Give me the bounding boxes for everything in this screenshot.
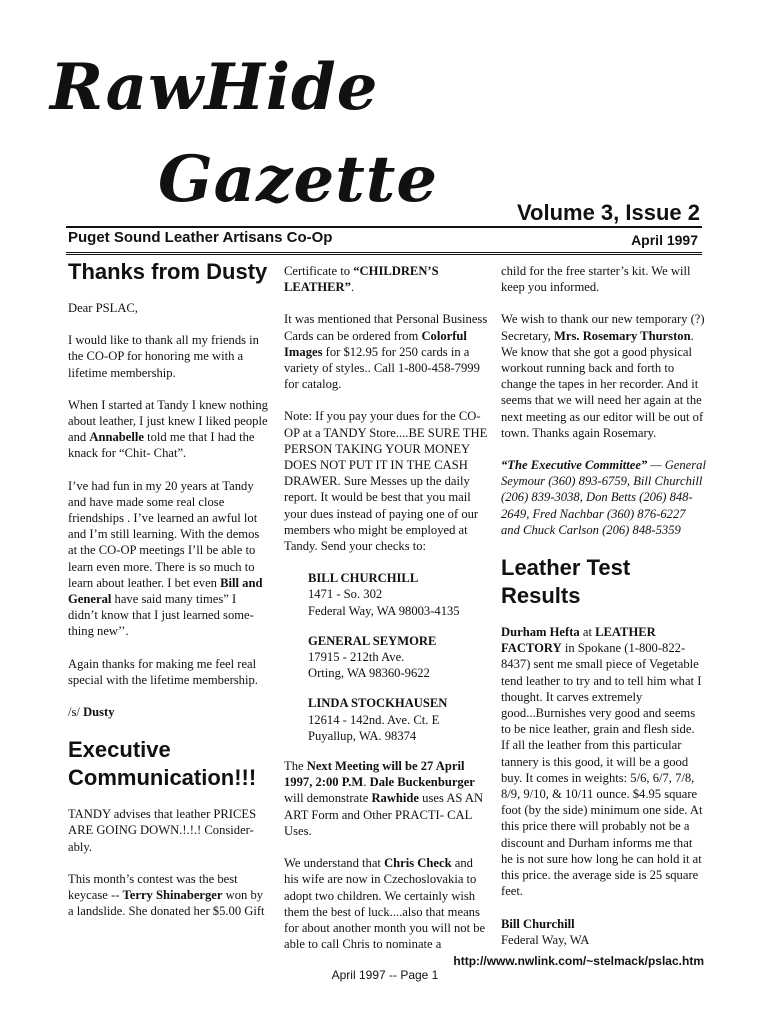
paragraph: When I started at Tandy I knew nothing about leather, I just knew I liked people and Annabelle told me that I had the knack for “Chit- Chat”. (68, 397, 268, 461)
column-3 (501, 263, 706, 964)
organization-name: Puget Sound Leather Artisans Co-Op (68, 229, 333, 246)
header-rule-bottom (66, 252, 702, 253)
salutation: Dear PSLAC, (68, 301, 138, 315)
executive-committee: “The Executive Committee” — General Seymour (360) 893-6759, Bill Churchill (206) 839-3038, Don Betts (206) 848-2649, Fred Nachbar (360) 876-6227 and Chuck Carlson (206) 848-5359 (501, 458, 706, 537)
signature: /s/ Dusty (68, 705, 115, 720)
masthead (50, 50, 470, 217)
paragraph: child for the free starter’s kit. We will keep you informed. (501, 264, 691, 295)
website-link[interactable]: http://www.nwlink.com/~stelmack/pslac.htm (453, 954, 704, 968)
paragraph: Note: If you pay your dues for the CO-OP at a TANDY Store....BE SURE THE PERSON TAKING YOUR MONEY DOES NOT PUT IT IN THE CASH DRAWER. Sure Messes up the daily report. It would be best that you mail your dues instead of paying one of our members who might be employed at Tandy. Send your checks to: (284, 409, 488, 554)
paragraph: The Next Meeting will be 27 April 1997, 2:00 P.M. Dale Buckenburger will demonstrate Rawhide uses AS AN ART Form and Other PRACTI- CAL Uses. (284, 759, 484, 838)
header-rule-bottom-2 (66, 254, 702, 255)
paragraph: This month’s contest was the best keycase -- Terry Shinaberger won by a landslide. She donated her $5.00 Gift (68, 871, 265, 919)
paragraph: TANDY advises that leather PRICES ARE GOING DOWN.!.!.! Consider- ably. (68, 807, 257, 854)
masthead-title-line1: RawHide (50, 50, 379, 125)
paragraph: I would like to thank all my friends in the CO-OP for honoring me with a lifetime membership. (68, 333, 259, 380)
paragraph: We understand that Chris Check and his wife are now in Czechoslovakia to adopt two children. We certainly wish them the best of luck....also that means for about another month you will not be able to call Chris to nominate a (284, 856, 486, 952)
issue-date: April 1997 (631, 232, 698, 248)
masthead-title-line2: Gazette (158, 142, 439, 217)
paragraph: It was mentioned that Personal Business Cards can be ordered from Colorful Images for $12.95 for 250 cards in a variety of styles.. Call 1-800-458-7999 for catalog. (284, 312, 488, 392)
bold-name: Terry Shinaberger (122, 888, 223, 903)
paragraph: Certificate to “CHILDREN’S LEATHER”. (284, 264, 439, 295)
article-heading-leather-test: Leather Test Results (501, 555, 631, 609)
mailing-address: LINDA STOCKHAUSEN 12614 - 142nd. Ave. Ct. E Puyallup, WA. 98374 (308, 696, 448, 743)
signature: Bill Churchill Federal Way, WA (501, 916, 590, 947)
mailing-address: GENERAL SEYMORE 17915 - 212th Ave. Orting, WA 98360-9622 (308, 633, 437, 681)
header-rule-top (66, 226, 702, 228)
bold-name: Bill and General (68, 575, 263, 607)
paragraph: I’ve had fun in my 20 years at Tandy and have made some real close friendships . I’ve learned an awful lot and I’m still learning. With the demos at the CO-OP meetings I’ll be able to learn even more. There is so much to learn about leather. I bet even Bill and General have said many times” I didn’t know that I just learned some- thing new’’. (68, 478, 263, 639)
article-heading-thanks: Thanks from Dusty (68, 259, 268, 284)
paragraph: We wish to thank our new temporary (?) Secretary, Mrs. Rosemary Thurston. We know that she got a good physical workout running back and forth to change the tapes in her recorder. And it seems that we will need her again at the next meeting as our editor will be out of town. Thanks again Rosemary. (501, 312, 705, 440)
volume-issue: Volume 3, Issue 2 (516, 200, 700, 225)
column-1 (68, 258, 268, 935)
page-footer: April 1997 -- Page 1 (331, 968, 439, 982)
mailing-address: BILL CHURCHILL 1471 - So. 302 Federal Way, WA 98003-4135 (308, 571, 460, 618)
bold-name: Annabelle (89, 430, 144, 445)
article-heading-executive: Executive Communication!!! (68, 737, 257, 791)
paragraph: Again thanks for making me feel real special with the lifetime membership. (68, 656, 258, 687)
column-2 (284, 263, 489, 968)
paragraph: Durham Hefta at LEATHER FACTORY in Spokane (1-800-822-8437) sent me small piece of Vegetable tend leather to try and to tell him what I thought. It carves extremely good...Burnishes very good and seems to be nice leather, grain and flesh side. If all the leather from this particular tannery is this good, it will be a good buy. It comes in weights: 5/6, 6/7, 7/8, 8/9, 9/10, & 10/11 ounce. $4.95 square foot (by the side) minimum one side. At this price there will probably not be a discount and Durham informs me that he is not sure how long he can hold it at this price. the average side is 25 square feet. (501, 625, 703, 899)
